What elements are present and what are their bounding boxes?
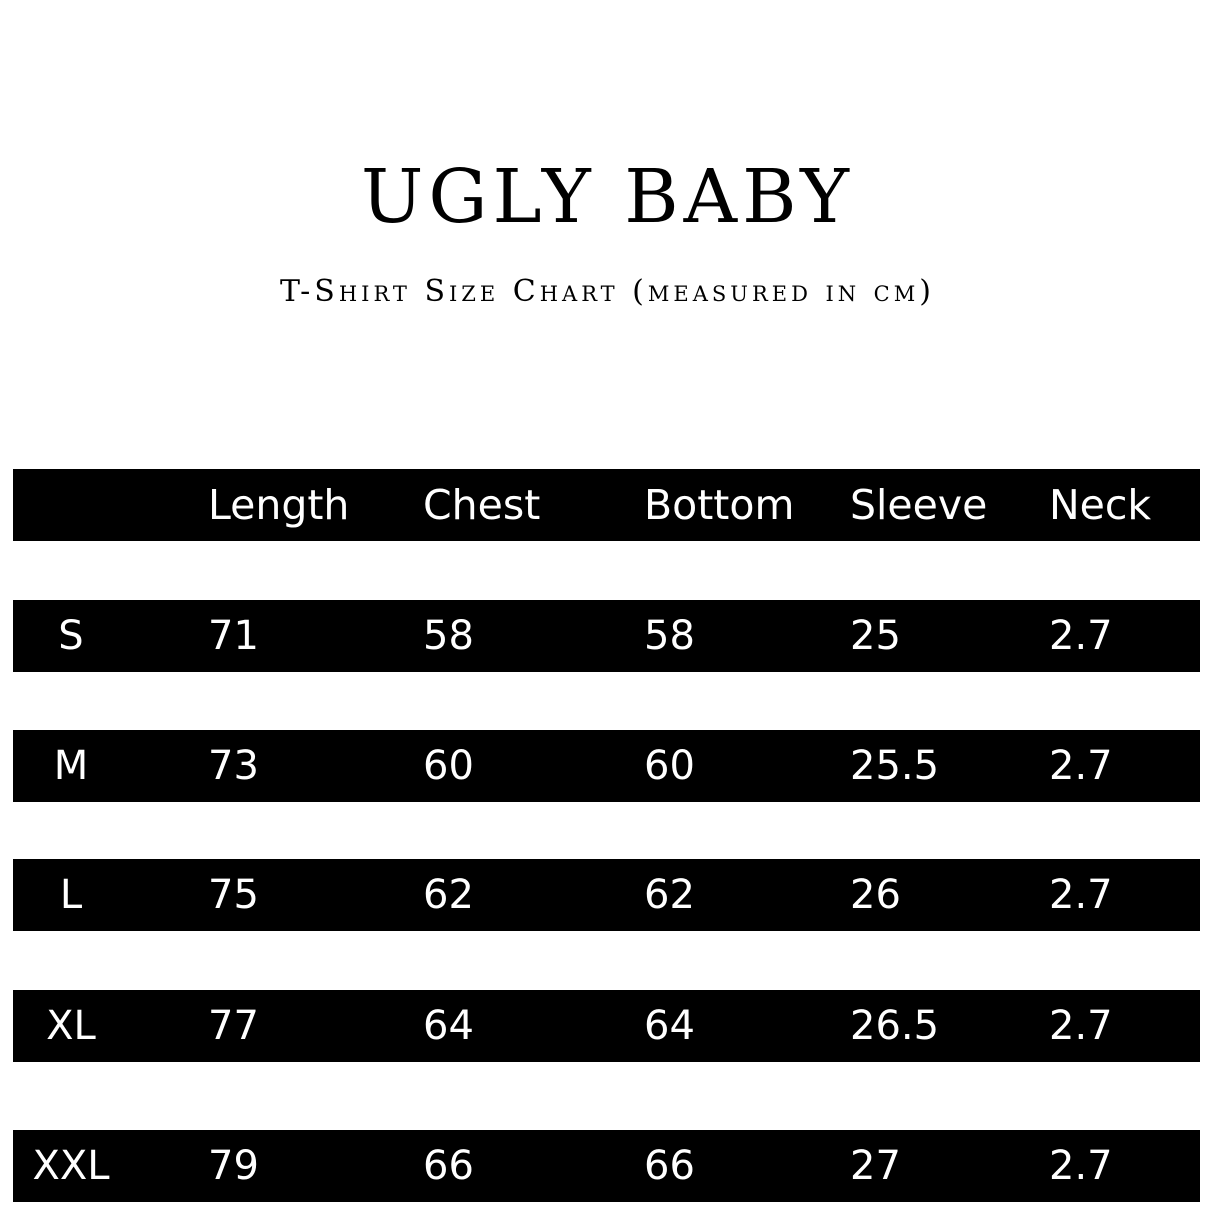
table-header-row bbox=[13, 469, 1200, 541]
size-label: M bbox=[53, 743, 89, 789]
table-row-xxl bbox=[13, 1130, 1200, 1202]
brand-title: UGLY BABY bbox=[360, 154, 854, 240]
table-row-xl bbox=[13, 990, 1200, 1062]
length-value: 77 bbox=[208, 1003, 259, 1049]
chest-value: 60 bbox=[423, 743, 474, 789]
table-row-m bbox=[13, 730, 1200, 802]
size-label: XL bbox=[46, 1003, 96, 1049]
neck-value: 2.7 bbox=[1049, 613, 1113, 659]
bottom-value: 64 bbox=[644, 1003, 695, 1049]
header-cell-chest: Chest bbox=[423, 481, 541, 529]
length-value: 79 bbox=[208, 1143, 259, 1189]
chest-value: 64 bbox=[423, 1003, 474, 1049]
chart-subtitle: T-Shirt Size Chart (measured in cm) bbox=[280, 274, 935, 309]
header-cell-bottom: Bottom bbox=[644, 481, 795, 529]
table-row-s bbox=[13, 600, 1200, 672]
sleeve-value: 27 bbox=[850, 1143, 901, 1189]
sleeve-value: 25 bbox=[850, 613, 901, 659]
header-cell-neck: Neck bbox=[1049, 481, 1152, 529]
header-cell-sleeve: Sleeve bbox=[850, 481, 988, 529]
neck-value: 2.7 bbox=[1049, 743, 1113, 789]
chest-value: 66 bbox=[423, 1143, 474, 1189]
size-label: L bbox=[59, 872, 83, 918]
size-label: S bbox=[58, 613, 84, 659]
chest-value: 62 bbox=[423, 872, 474, 918]
length-value: 75 bbox=[208, 872, 259, 918]
table-row-l bbox=[13, 859, 1200, 931]
size-label: XXL bbox=[32, 1143, 110, 1189]
bottom-value: 58 bbox=[644, 613, 695, 659]
neck-value: 2.7 bbox=[1049, 1143, 1113, 1189]
bottom-value: 60 bbox=[644, 743, 695, 789]
neck-value: 2.7 bbox=[1049, 1003, 1113, 1049]
neck-value: 2.7 bbox=[1049, 872, 1113, 918]
header-cell-size bbox=[13, 469, 129, 541]
sleeve-value: 26.5 bbox=[850, 1003, 940, 1049]
length-value: 73 bbox=[208, 743, 259, 789]
length-value: 71 bbox=[208, 613, 259, 659]
bottom-value: 66 bbox=[644, 1143, 695, 1189]
chest-value: 58 bbox=[423, 613, 474, 659]
sleeve-value: 26 bbox=[850, 872, 901, 918]
bottom-value: 62 bbox=[644, 872, 695, 918]
header-cell-length: Length bbox=[208, 481, 350, 529]
sleeve-value: 25.5 bbox=[850, 743, 940, 789]
